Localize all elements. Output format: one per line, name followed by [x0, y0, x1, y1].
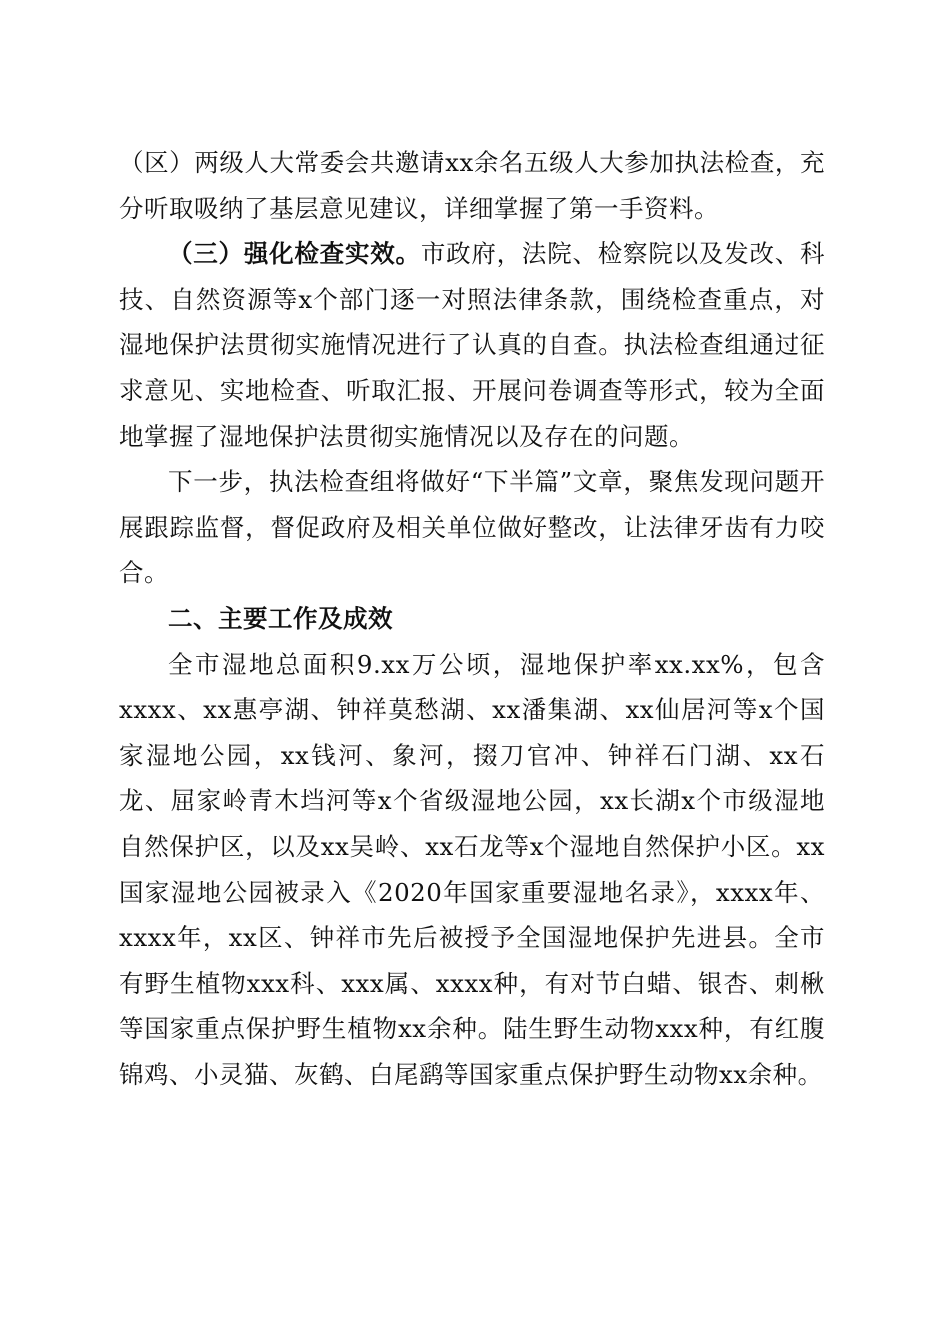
- paragraph-inspection-effect: [119, 231, 825, 459]
- document-page: [119, 140, 825, 1097]
- section-subheading: （三）强化检查实效。: [168, 239, 421, 269]
- section-heading: 二、主要工作及成效: [168, 603, 393, 633]
- paragraph-participation: （区）两级人大常委会共邀请xx余名五级人大参加执法检查，充分听取吸纳了基层意见建议，详细掌握了第一手资料。: [119, 148, 825, 223]
- paragraph-inspection-body: 市政府，法院、检察院以及发改、科技、自然资源等x个部门逐一对照法律条款，围绕检查重点，对湿地保护法贯彻实施情况进行了认真的自查。执法检查组通过征求意见、实地检查、听取汇报、开展问卷调查等形式，较为全面地掌握了湿地保护法贯彻实施情况以及存在的问题。: [119, 239, 826, 451]
- paragraph-next-step: 下一步，执法检查组将做好“下半篇”文章，聚焦发现问题开展跟踪监督，督促政府及相关单位做好整改，让法律牙齿有力咬合。: [119, 467, 825, 588]
- paragraph-wetland-overview: 全市湿地总面积9.xx万公顷，湿地保护率xx.xx%，包含xxxx、xx惠亭湖、钟祥莫愁湖、xx潘集湖、xx仙居河等x个国家湿地公园，xx钱河、象河，掇刀官冲、钟祥石门湖、xx石龙、屈家岭青木垱河等x个省级湿地公园，xx长湖x个市级湿地自然保护区，以及xx吴岭、xx石龙等x个湿地自然保护小区。xx国家湿地公园被录入《2020年国家重要湿地名录》，xxxx年、xxxx年，xx区、钟祥市先后被授予全国湿地保护先进县。全市有野生植物xxx科、xxx属、xxxx种，有对节白蜡、银杏、刺楸等国家重点保护野生植物xx余种。陆生野生动物xxx种，有红腹锦鸡、小灵猫、灰鹤、白尾鹞等国家重点保护野生动物xx余种。: [119, 649, 825, 1089]
